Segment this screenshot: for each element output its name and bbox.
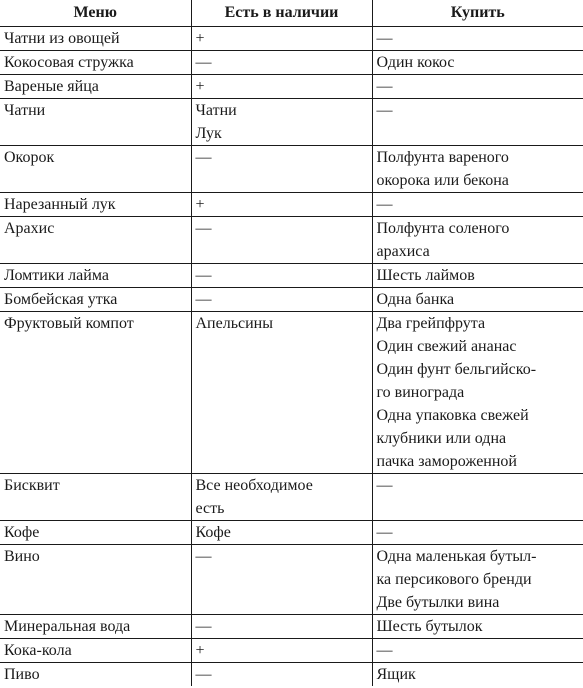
cell-buy-line: Полфунта вареного xyxy=(376,149,509,166)
cell-buy-line: Один кокос xyxy=(376,54,455,71)
table-row xyxy=(0,75,583,99)
cell-buy-line: арахиса xyxy=(376,243,430,260)
cell-buy-line: Одна банка xyxy=(376,291,455,308)
cell-menu xyxy=(0,545,191,615)
cell-menu-line: Чатни из овощей xyxy=(4,30,120,47)
cell-have xyxy=(191,51,372,75)
cell-have-line: — xyxy=(195,54,212,71)
cell-menu-line: Чатни xyxy=(4,102,46,119)
cell-menu-line: Кокосовая стружка xyxy=(4,54,134,71)
cell-have-line: есть xyxy=(195,500,225,517)
cell-buy-line: Ящик xyxy=(376,666,416,683)
cell-buy-line: Один свежий ананас xyxy=(376,338,517,355)
cell-buy xyxy=(372,312,583,474)
cell-buy-line: Шесть бутылок xyxy=(376,618,483,635)
cell-have xyxy=(191,264,372,288)
cell-have xyxy=(191,217,372,264)
table-row xyxy=(0,146,583,193)
table-row xyxy=(0,521,583,545)
cell-buy xyxy=(372,663,583,687)
cell-buy-line: Две бутылки вина xyxy=(376,594,500,611)
cell-buy xyxy=(372,27,583,51)
cell-buy-line: клубники или одна xyxy=(376,430,507,447)
table-row xyxy=(0,217,583,264)
cell-menu xyxy=(0,51,191,75)
cell-have xyxy=(191,312,372,474)
table-row xyxy=(0,615,583,639)
cell-menu xyxy=(0,217,191,264)
cell-have xyxy=(191,146,372,193)
cell-buy xyxy=(372,99,583,146)
cell-buy xyxy=(372,193,583,217)
cell-have-line: + xyxy=(195,196,205,213)
cell-have xyxy=(191,639,372,663)
cell-have-line: + xyxy=(195,642,205,659)
cell-buy-line: — xyxy=(376,477,393,494)
cell-have-line: Апельсины xyxy=(195,315,273,332)
cell-have-line: — xyxy=(195,666,212,683)
cell-buy xyxy=(372,288,583,312)
cell-have-line: Лук xyxy=(195,125,222,142)
cell-buy xyxy=(372,264,583,288)
cell-have xyxy=(191,615,372,639)
cell-menu xyxy=(0,663,191,687)
cell-menu-line: Вино xyxy=(4,548,40,565)
cell-menu-line: Ломтики лайма xyxy=(4,267,109,284)
cell-buy-line: пачка замороженной xyxy=(376,453,517,470)
cell-buy-line: окорока или бекона xyxy=(376,172,509,189)
table-row xyxy=(0,474,583,521)
cell-menu xyxy=(0,146,191,193)
cell-menu-line: Минеральная вода xyxy=(4,618,131,635)
cell-menu-line: Бисквит xyxy=(4,477,60,494)
table-row xyxy=(0,639,583,663)
table-body xyxy=(0,27,583,687)
cell-menu-line: Фруктовый компот xyxy=(4,315,134,332)
cell-menu xyxy=(0,288,191,312)
cell-have xyxy=(191,193,372,217)
cell-have xyxy=(191,474,372,521)
cell-buy-line: Одна маленькая бутыл- xyxy=(376,548,537,565)
cell-have-line: Кофе xyxy=(195,524,231,541)
cell-buy-line: — xyxy=(376,196,393,213)
table-row xyxy=(0,663,583,687)
cell-menu xyxy=(0,193,191,217)
cell-menu xyxy=(0,312,191,474)
cell-buy xyxy=(372,217,583,264)
cell-buy xyxy=(372,474,583,521)
cell-menu-line: Нарезанный лук xyxy=(4,196,116,213)
cell-menu-line: Бомбейская утка xyxy=(4,291,118,308)
cell-buy xyxy=(372,75,583,99)
cell-menu xyxy=(0,75,191,99)
table-header-row xyxy=(0,0,583,27)
table-row xyxy=(0,193,583,217)
cell-menu xyxy=(0,615,191,639)
cell-have-line: — xyxy=(195,291,212,308)
cell-menu xyxy=(0,521,191,545)
cell-buy-line: ка персикового бренди xyxy=(376,571,532,588)
table-row xyxy=(0,288,583,312)
cell-menu-line: Окорок xyxy=(4,149,55,166)
table-row xyxy=(0,545,583,615)
cell-have xyxy=(191,75,372,99)
cell-have-line: Чатни xyxy=(195,102,237,119)
cell-menu xyxy=(0,639,191,663)
cell-have-line: + xyxy=(195,30,205,47)
table-row xyxy=(0,264,583,288)
cell-buy-line: Одна упаковка свежей xyxy=(376,407,529,424)
cell-buy xyxy=(372,521,583,545)
cell-have-line: — xyxy=(195,548,212,565)
cell-have xyxy=(191,663,372,687)
cell-buy-line: — xyxy=(376,78,393,95)
cell-buy-line: — xyxy=(376,30,393,47)
cell-menu xyxy=(0,27,191,51)
cell-buy-line: — xyxy=(376,642,393,659)
header-have: Есть в наличии xyxy=(191,0,372,27)
cell-menu xyxy=(0,99,191,146)
cell-have xyxy=(191,545,372,615)
cell-menu xyxy=(0,474,191,521)
cell-have-line: + xyxy=(195,78,205,95)
cell-have xyxy=(191,99,372,146)
cell-buy xyxy=(372,639,583,663)
cell-buy-line: го винограда xyxy=(376,384,465,401)
cell-have-line: — xyxy=(195,618,212,635)
cell-menu xyxy=(0,264,191,288)
cell-buy xyxy=(372,615,583,639)
cell-buy-line: — xyxy=(376,102,393,119)
cell-buy xyxy=(372,51,583,75)
cell-buy xyxy=(372,146,583,193)
cell-buy-line: Один фунт бельгийско- xyxy=(376,361,537,378)
header-buy: Купить xyxy=(372,0,583,27)
cell-have xyxy=(191,521,372,545)
cell-have xyxy=(191,27,372,51)
cell-menu-line: Вареные яйца xyxy=(4,78,99,95)
header-menu: Меню xyxy=(0,0,191,27)
cell-menu-line: Кока-кола xyxy=(4,642,72,659)
cell-have-line: — xyxy=(195,220,212,237)
cell-have-line: — xyxy=(195,267,212,284)
table-row xyxy=(0,312,583,474)
cell-buy-line: Шесть лаймов xyxy=(376,267,475,284)
cell-buy-line: Два грейпфрута xyxy=(376,315,486,332)
table-row xyxy=(0,51,583,75)
cell-menu-line: Кофе xyxy=(4,524,40,541)
cell-menu-line: Пиво xyxy=(4,666,40,683)
cell-buy-line: Полфунта соленого xyxy=(376,220,510,237)
cell-have-line: — xyxy=(195,149,212,166)
cell-buy xyxy=(372,545,583,615)
cell-have-line: Все необходимое xyxy=(195,477,313,494)
table-row xyxy=(0,27,583,51)
cell-menu-line: Арахис xyxy=(4,220,55,237)
cell-have xyxy=(191,288,372,312)
table-row xyxy=(0,99,583,146)
cell-buy-line: — xyxy=(376,524,393,541)
